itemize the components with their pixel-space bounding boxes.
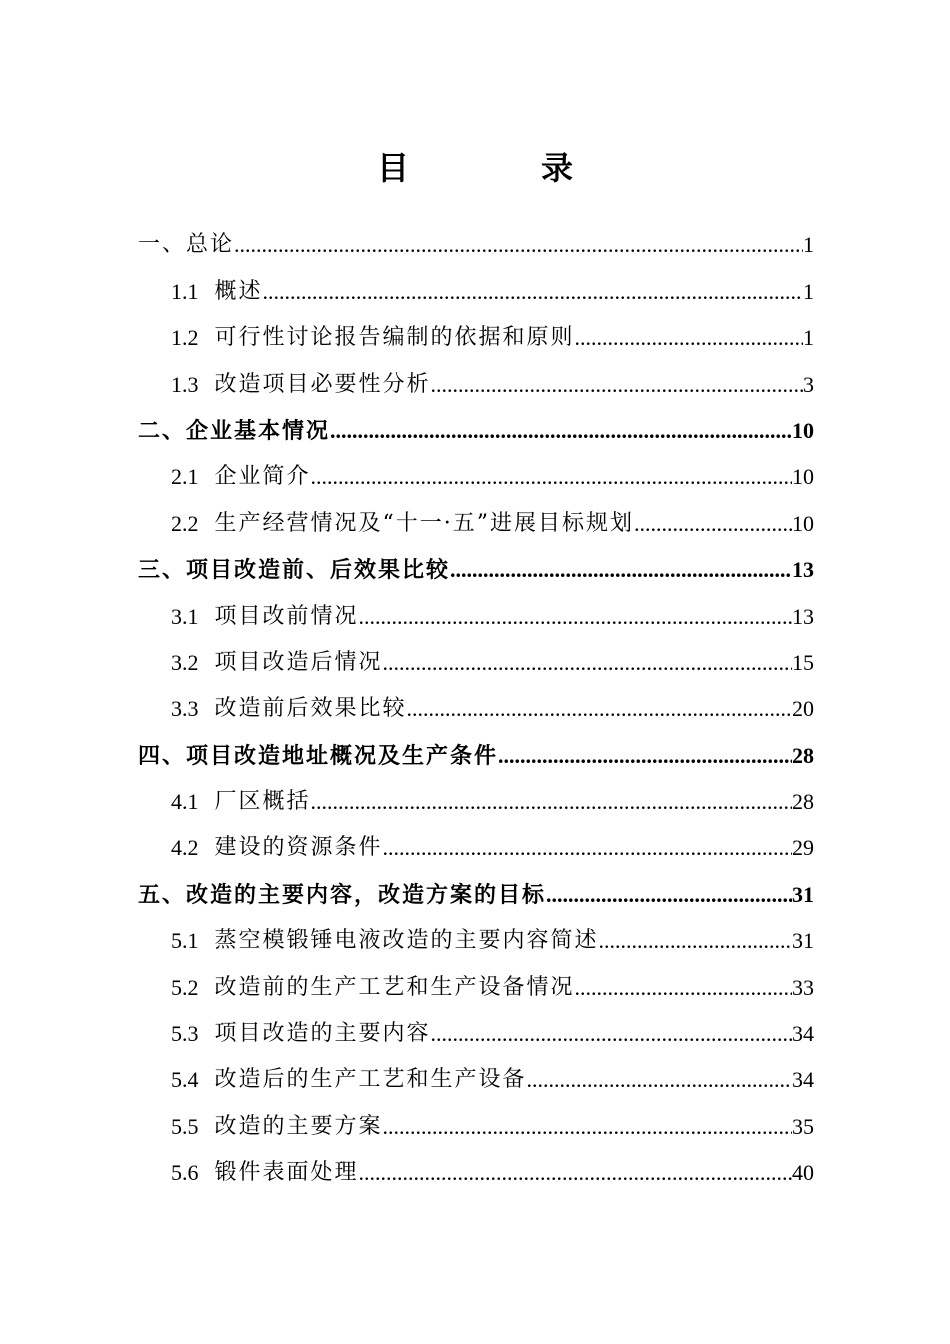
toc-entry-label: 锻件表面处理 xyxy=(214,1160,359,1186)
toc-chapter-entry[interactable] xyxy=(138,871,814,917)
toc-entry-label: 改造的主要方案 xyxy=(214,1113,383,1139)
toc-entry-number: 4.2 xyxy=(171,835,199,861)
toc-entry-label: 企业简介 xyxy=(214,464,311,490)
toc-page-number: 1 xyxy=(803,325,814,351)
toc-page-number: 10 xyxy=(792,510,814,536)
toc-entry-label: 改造前后效果比较 xyxy=(214,696,407,722)
toc-section-entry[interactable] xyxy=(138,1057,814,1103)
toc-section-entry[interactable] xyxy=(138,1011,814,1057)
toc-dot-leader xyxy=(527,1057,792,1103)
toc-page-number: 28 xyxy=(792,742,814,768)
toc-dot-leader xyxy=(234,222,803,268)
toc-dot-leader xyxy=(575,965,792,1011)
toc-dot-leader xyxy=(498,733,792,779)
toc-chapter-entry[interactable] xyxy=(138,732,814,778)
toc-entry-label: 四、项目改造地址概况及生产条件 xyxy=(138,742,499,769)
toc-section-entry[interactable] xyxy=(138,918,814,964)
toc-dot-leader xyxy=(330,408,792,454)
toc-entry-number: 3.3 xyxy=(171,696,199,722)
toc-dot-leader xyxy=(311,454,792,500)
toc-page-number: 34 xyxy=(792,1021,814,1047)
toc-dot-leader xyxy=(383,1104,792,1150)
toc-page-number: 1 xyxy=(803,232,814,258)
toc-chapter-entry[interactable] xyxy=(138,222,814,268)
toc-entry-number: 5.3 xyxy=(171,1021,199,1047)
toc-page-number: 3 xyxy=(803,371,814,397)
toc-entry-number: 4.1 xyxy=(171,789,199,815)
toc-entry-number: 3.1 xyxy=(171,603,199,629)
toc-section-entry[interactable] xyxy=(138,1103,814,1149)
toc-entry-number: 1.1 xyxy=(171,278,199,304)
toc-entry-label: 三、项目改造前、后效果比较 xyxy=(138,557,451,584)
toc-dot-leader xyxy=(599,918,792,964)
toc-dot-leader xyxy=(450,547,792,593)
toc-entry-number: 1.2 xyxy=(171,325,199,351)
toc-entry-label: 项目改前情况 xyxy=(214,603,359,629)
toc-entry-label: 一、总论 xyxy=(138,232,235,258)
toc-dot-leader xyxy=(407,686,792,732)
toc-entry-number: 5.1 xyxy=(171,928,199,954)
toc-dot-leader xyxy=(634,501,792,547)
toc-entry-label: 生产经营情况及“十一·五”进展目标规划 xyxy=(214,510,634,536)
toc-entry-label: 二、企业基本情况 xyxy=(138,417,331,444)
toc-section-entry[interactable] xyxy=(138,686,814,732)
toc-page-number: 33 xyxy=(792,974,814,1000)
toc-section-entry[interactable] xyxy=(138,315,814,361)
toc-entry-label: 项目改造后情况 xyxy=(214,649,383,675)
toc-dot-leader xyxy=(359,594,792,640)
toc-page-number: 31 xyxy=(792,881,814,907)
toc-entry-number: 1.3 xyxy=(171,371,199,397)
toc-chapter-entry[interactable] xyxy=(138,408,814,454)
toc-section-entry[interactable] xyxy=(138,779,814,825)
toc-entry-number: 5.6 xyxy=(171,1160,199,1186)
toc-section-entry[interactable] xyxy=(138,640,814,686)
toc-entry-label: 概述 xyxy=(214,278,263,304)
toc-entry-number: 5.5 xyxy=(171,1113,199,1139)
toc-entry-number: 2.1 xyxy=(171,464,199,490)
toc-dot-leader xyxy=(546,872,792,918)
toc-section-entry[interactable] xyxy=(138,268,814,314)
toc-page-number: 15 xyxy=(792,649,814,675)
toc-dot-leader xyxy=(431,1011,792,1057)
toc-chapter-entry[interactable] xyxy=(138,547,814,593)
toc-page-number: 34 xyxy=(792,1067,814,1093)
toc-dot-leader xyxy=(359,1150,792,1196)
toc-entry-label: 五、改造的主要内容，改造方案的目标 xyxy=(138,881,547,908)
toc-entry-number: 2.2 xyxy=(171,510,199,536)
table-of-contents xyxy=(138,222,814,1196)
toc-section-entry[interactable] xyxy=(138,964,814,1010)
toc-dot-leader xyxy=(575,315,803,361)
toc-dot-leader xyxy=(383,825,792,871)
page-title: 目 录 xyxy=(376,149,623,187)
toc-entry-label: 建设的资源条件 xyxy=(214,835,383,861)
toc-section-entry[interactable] xyxy=(138,593,814,639)
toc-entry-number: 5.2 xyxy=(171,974,199,1000)
toc-page-number: 13 xyxy=(792,557,814,583)
toc-page-number: 40 xyxy=(792,1160,814,1186)
toc-section-entry[interactable] xyxy=(138,1150,814,1196)
toc-page-number: 1 xyxy=(803,278,814,304)
toc-section-entry[interactable] xyxy=(138,361,814,407)
toc-page-number: 28 xyxy=(792,789,814,815)
toc-dot-leader xyxy=(431,362,803,408)
toc-page-number: 10 xyxy=(792,464,814,490)
toc-dot-leader xyxy=(311,779,792,825)
toc-section-entry[interactable] xyxy=(138,825,814,871)
toc-page-number: 13 xyxy=(792,603,814,629)
toc-dot-leader xyxy=(263,269,803,315)
toc-page-number: 31 xyxy=(792,928,814,954)
toc-entry-label: 厂区概括 xyxy=(214,789,311,815)
toc-entry-number: 5.4 xyxy=(171,1067,199,1093)
toc-entry-label: 改造后的生产工艺和生产设备 xyxy=(214,1067,527,1093)
toc-entry-label: 改造项目必要性分析 xyxy=(214,371,431,397)
toc-page-number: 10 xyxy=(792,417,814,443)
toc-entry-label: 改造前的生产工艺和生产设备情况 xyxy=(214,974,575,1000)
toc-entry-label: 项目改造的主要内容 xyxy=(214,1021,431,1047)
toc-page-number: 20 xyxy=(792,696,814,722)
toc-entry-number: 3.2 xyxy=(171,649,199,675)
toc-entry-label: 可行性讨论报告编制的依据和原则 xyxy=(214,325,575,351)
toc-dot-leader xyxy=(383,640,792,686)
toc-page-number: 35 xyxy=(792,1113,814,1139)
toc-section-entry[interactable] xyxy=(138,500,814,546)
toc-section-entry[interactable] xyxy=(138,454,814,500)
toc-entry-label: 蒸空模锻锤电液改造的主要内容简述 xyxy=(214,928,599,954)
toc-page-number: 29 xyxy=(792,835,814,861)
